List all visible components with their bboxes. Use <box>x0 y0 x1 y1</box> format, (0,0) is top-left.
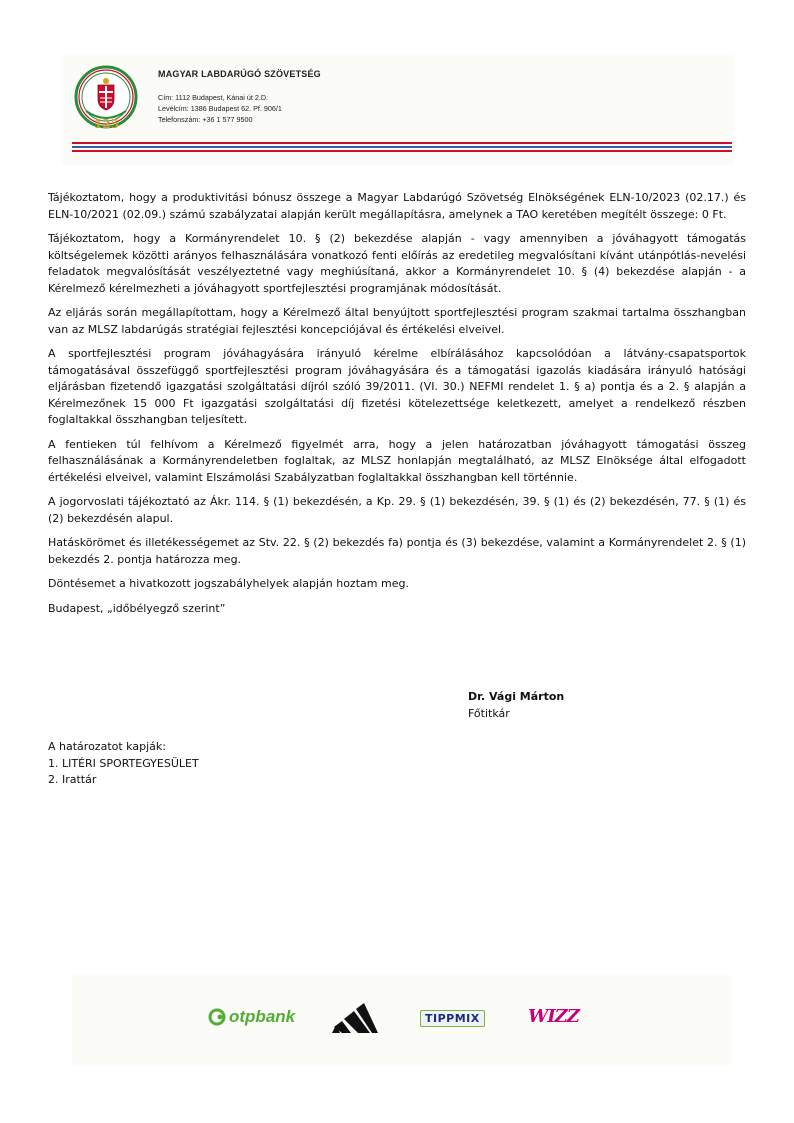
otp-swirl-icon <box>208 1008 226 1026</box>
org-mail-address: Levélcím: 1386 Budapest 62. Pf. 906/1 <box>158 104 282 113</box>
recipient-item: 1. LITÉRI SPORTEGYESÜLET <box>48 756 199 770</box>
signer-title: Főtitkár <box>468 706 510 720</box>
signature-block <box>468 689 564 722</box>
org-address: Cím: 1112 Budapest, Kánai út 2.D. <box>158 93 269 102</box>
paragraph: Döntésemet a hivatkozott jogszabályhelyek alapján hoztam meg. <box>48 577 409 590</box>
recipient-item: 2. Irattár <box>48 773 97 786</box>
logo-number: 125 <box>94 117 120 131</box>
org-phone: Telefonszám: +36 1 577 9500 <box>158 115 253 124</box>
wizz-logo: WIZZ <box>528 1006 579 1027</box>
header-stripes <box>72 142 732 154</box>
stripe-red <box>72 142 732 144</box>
organization-info <box>158 69 321 125</box>
paragraph: A fentieken túl felhívom a Kérelmező figyelmét arra, hogy a jelen határozatban jóváhagyott támogatási összeg felhasználásának a Kormányrendeletben foglaltak, az MLSZ honlapján megtalálható, az MLSZ Elnöksége által elfogadott értékelési elveivel, valamint Elszámolási Szabályzatban foglaltakkal összhangban kell történnie. <box>48 437 746 484</box>
mlsz-logo <box>72 65 140 133</box>
org-name: MAGYAR LABDARÚGÓ SZÖVETSÉG <box>158 69 321 79</box>
paragraph: Hatáskörömet és illetékességemet az Stv. 22. § (2) bekezdés fa) pontja és (3) bekezdése, valamint a Kormányrendelet 2. § (1) bekezdés 2. pontja határozza meg. <box>48 536 746 566</box>
recipients-heading: A határozatot kapják: <box>48 740 166 753</box>
paragraph: A sportfejlesztési program jóváhagyására irányuló kérelme elbírálásához kapcsolódóan a látvány-csapatsportok támogatásával összefüggő sportfejlesztési program jóváhagyására és a támogatási igazolás kiadására irányuló hatósági eljárásban fizetendő igazgatási szolgáltatási díjról szóló 39/2011. (VI. 30.) NEFMI rendelet 1. § a) pontja és a 2. § alapján a Kérelmezőnek 15 000 Ft igazgatási szolgáltatási díj fizetési kötelezettsége keletkezett, amelyet a rendelkező részben foglaltakkal összhangban teljesített. <box>48 347 746 426</box>
otpbank-text: otpbank <box>229 1007 296 1026</box>
document-body <box>48 190 746 625</box>
sponsor-footer <box>72 975 732 1065</box>
paragraph: Az eljárás során megállapítottam, hogy a Kérelmező által benyújtott sportfejlesztési program szakmai tartalma összhangban van az MLSZ labdarúgás stratégiai fejlesztési koncepciójával és értékelési elveivel. <box>48 306 746 336</box>
adidas-logo <box>330 1003 378 1038</box>
stripe-red <box>72 150 732 152</box>
date-line: Budapest, „időbélyegző szerint” <box>48 601 226 615</box>
tippmix-logo: TIPPMIX <box>420 1010 485 1027</box>
recipients-list <box>48 739 199 789</box>
otpbank-logo <box>208 1007 295 1027</box>
paragraph: Tájékoztatom, hogy a Kormányrendelet 10. § (2) bekezdése alapján - vagy amennyiben a jóváhagyott támogatás költségelemek közötti arányos felhasználására vonatkozó fenti előírás az eredetileg megvalósítani kívánt utánpótlás-nevelési feladatok megvalósítását veszélyeztetné vagy meghiúsítaná, akkor a Kormányrendelet 10. § (4) bekezdése alapján - a Kérelmező kérelmezheti a jóváhagyott sportfejlesztési programjának módosítását. <box>48 232 746 295</box>
stripe-blue <box>72 146 732 148</box>
paragraph: A jogorvoslati tájékoztató az Ákr. 114. § (1) bekezdésén, a Kp. 29. § (1) bekezdésén, 39. § (1) és (2) bekezdésén, 77. § (1) és (2) bekezdésén alapul. <box>48 495 746 525</box>
paragraph: Tájékoztatom, hogy a produktivitási bónusz összege a Magyar Labdarúgó Szövetség Elnökségének ELN-10/2023 (02.17.) és ELN-10/2021 (02.09.) számú szabályzatai alapján került megállapításra, amelynek a TAO keretében megítélt összege: 0 Ft. <box>48 191 746 221</box>
signer-name: Dr. Vági Márton <box>468 690 565 703</box>
letterhead <box>62 55 734 165</box>
